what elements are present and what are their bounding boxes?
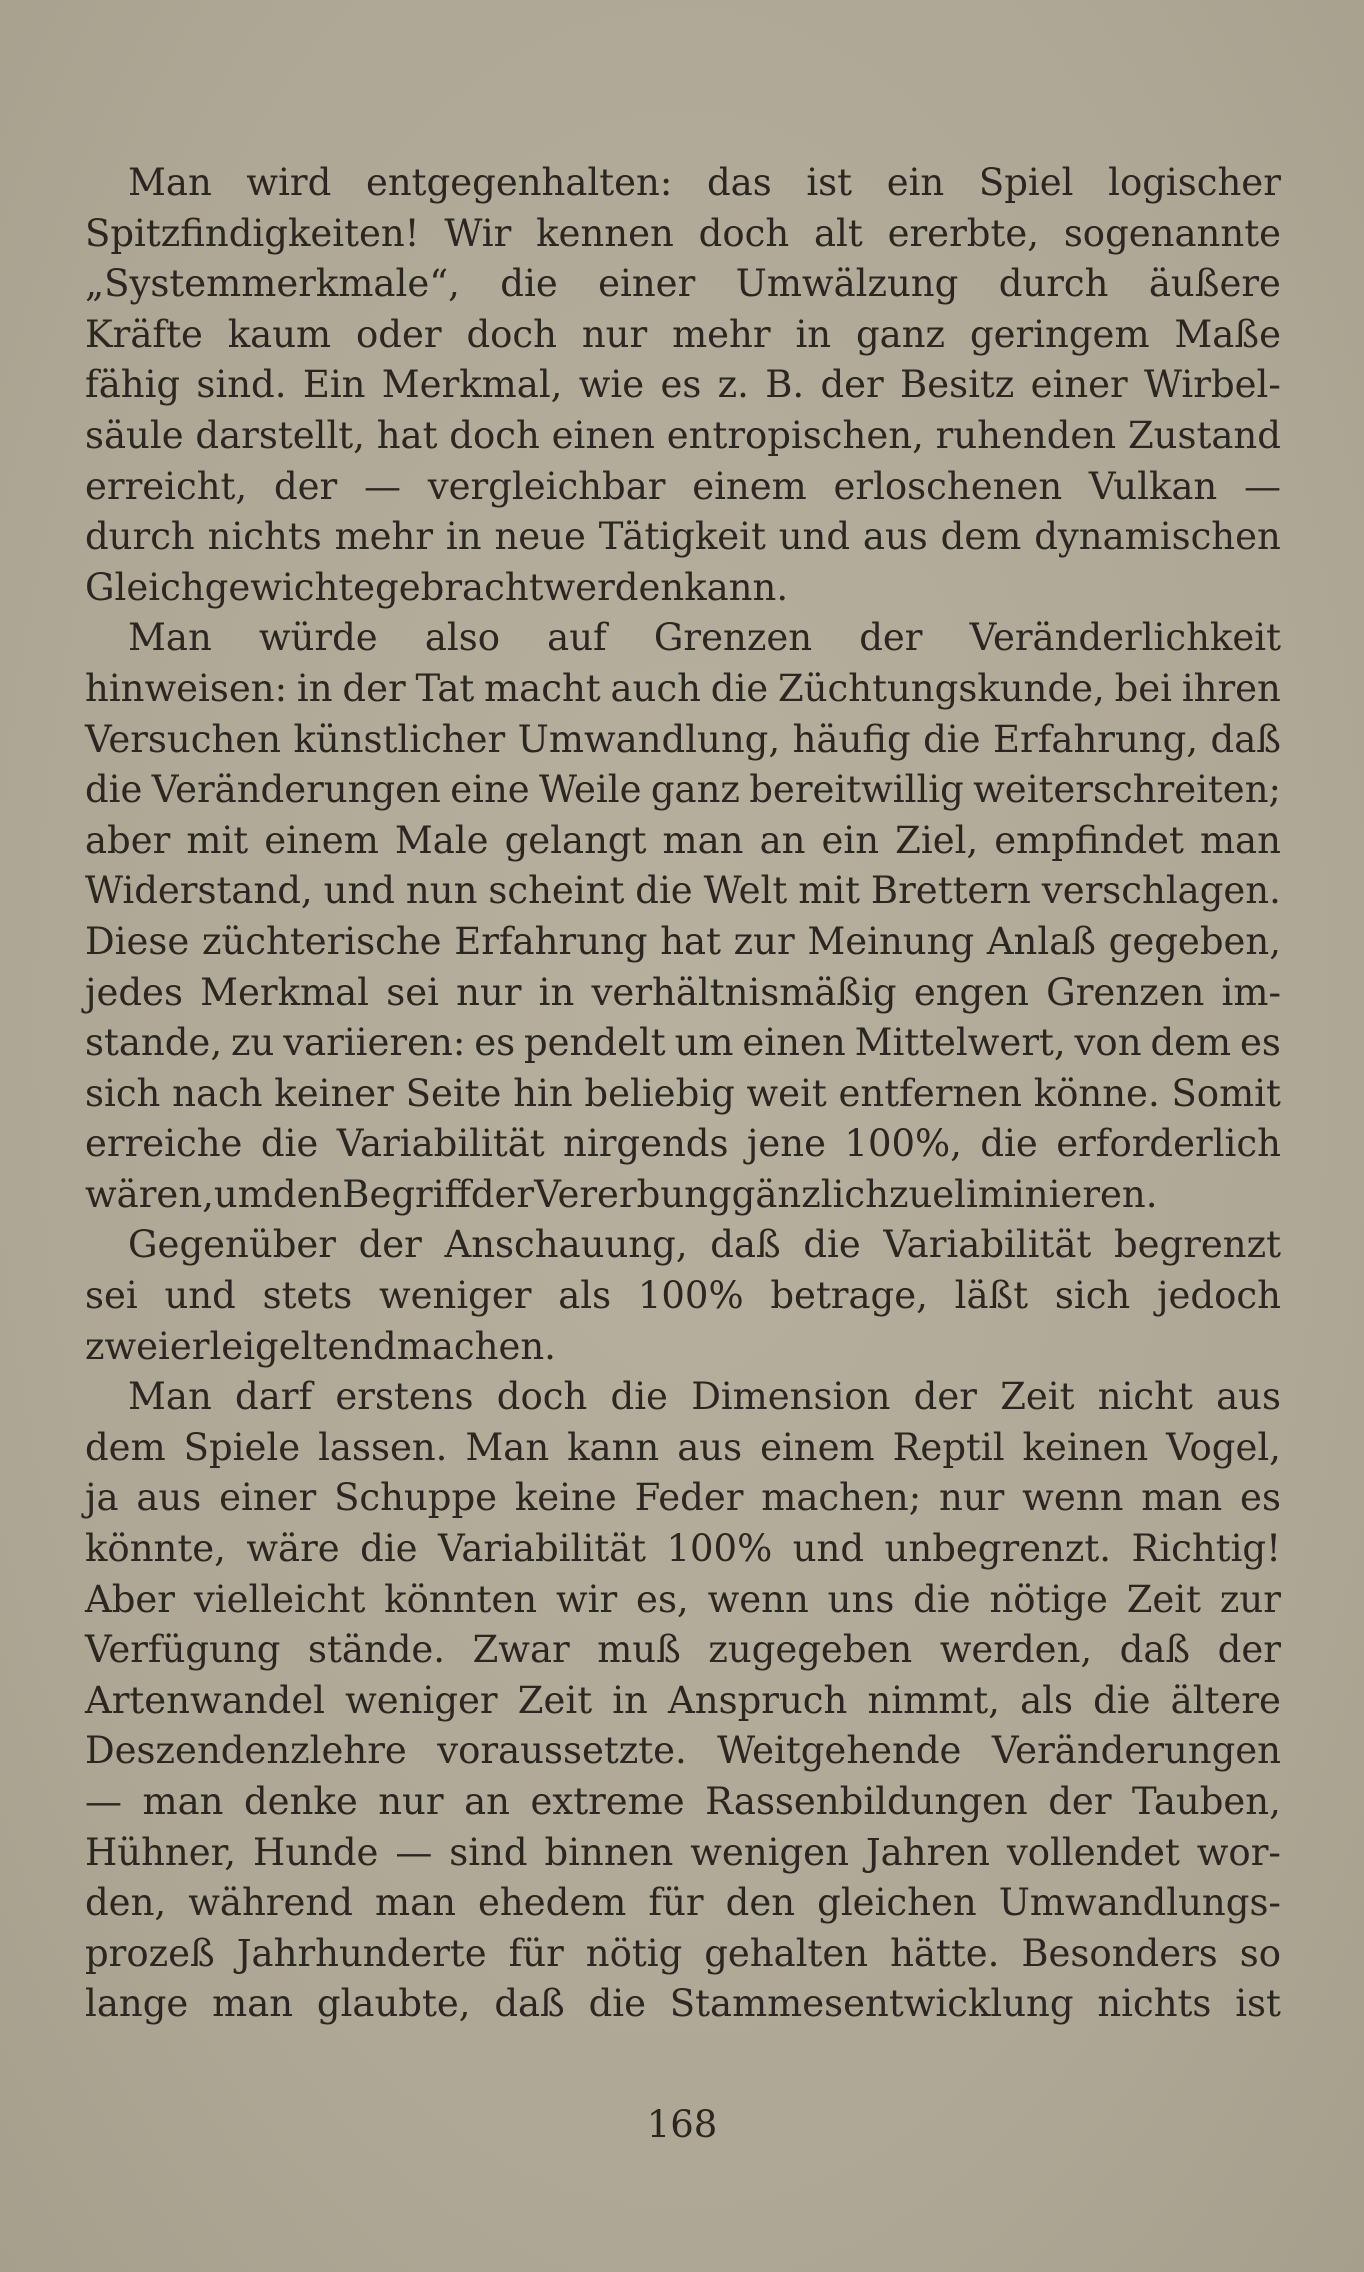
page-number: 168: [646, 2103, 718, 2146]
text-line: aber mit einem Male gelangt man an ein Ziel, empfindet man: [85, 818, 1281, 862]
text-line: Spitzfindigkeiten! Wir kennen doch alt ererbte, sogenannte: [85, 211, 1281, 255]
text-line: Man wird entgegenhalten: das ist ein Spiel logischer: [128, 161, 1281, 204]
paragraph: [85, 1372, 1281, 2030]
text-line: den, während man ehedem für den gleichen Umwandlungs-: [85, 1881, 1281, 1925]
text-line: Versuchen künstlicher Umwandlung, häufig die Erfahrung, daß: [85, 717, 1281, 761]
text-line: lange man glaubte, daß die Stammesentwicklung nichts ist: [85, 1982, 1281, 2026]
text-line: die Veränderungen eine Weile ganz bereitwillig weiterschreiten;: [85, 768, 1281, 812]
text-line: dem Spiele lassen. Man kann aus einem Reptil keinen Vogel,: [85, 1425, 1281, 1469]
paragraph: [85, 158, 1281, 613]
text-line: durch nichts mehr in neue Tätigkeit und aus dem dynamischen: [85, 515, 1281, 559]
text-line: Artenwandel weniger Zeit in Anspruch nimmt, als die ältere: [85, 1678, 1281, 1722]
text-line: — man denke nur an extreme Rassenbildungen der Tauben,: [85, 1780, 1281, 1823]
text-line: Diese züchterische Erfahrung hat zur Meinung Anlaß gegeben,: [85, 919, 1281, 963]
text-line: jedes Merkmal sei nur in verhältnismäßig engen Grenzen im-: [85, 970, 1281, 1014]
paragraph: [85, 613, 1281, 1220]
text-line: säule darstellt, hat doch einen entropischen, ruhenden Zustand: [85, 413, 1281, 457]
text-line: ja aus einer Schuppe keine Feder machen; nur wenn man es: [85, 1476, 1281, 1520]
text-line: stande, zu variieren: es pendelt um einen Mittelwert, von dem es: [85, 1021, 1281, 1065]
body-text: [85, 158, 1281, 2030]
text-line: fähig sind. Ein Merkmal, wie es z. B. der Besitz einer Wirbel-: [85, 363, 1281, 407]
text-line: prozeß Jahrhunderte für nötig gehalten hätte. Besonders so: [85, 1931, 1281, 1975]
paragraph: [85, 1220, 1281, 1372]
text-line: könnte, wäre die Variabilität 100% und unbegrenzt. Richtig!: [85, 1527, 1281, 1571]
text-line: sei und stets weniger als 100% betrage, läßt sich jedoch: [85, 1274, 1281, 1318]
text-line: wären, um den Begriff der Vererbung gänzlich zu eliminieren.: [85, 1172, 1158, 1216]
text-line: sich nach keiner Seite hin beliebig weit entfernen könne. Somit: [85, 1071, 1281, 1115]
text-line: Gegenüber der Anschauung, daß die Variabilität begrenzt: [128, 1223, 1281, 1267]
text-line: Kräfte kaum oder doch nur mehr in ganz geringem Maße: [85, 312, 1281, 356]
text-line: erreicht, der — vergleichbar einem erloschenen Vulkan —: [85, 464, 1281, 508]
text-line: „Systemmerkmale“, die einer Umwälzung durch äußere: [85, 262, 1281, 306]
text-line: Man würde also auf Grenzen der Veränderlichkeit: [128, 616, 1281, 660]
text-line: Aber vielleicht könnten wir es, wenn uns die nötige Zeit zur: [85, 1577, 1281, 1621]
text-line: zweierlei geltend machen.: [85, 1324, 556, 1368]
text-line: erreiche die Variabilität nirgends jene 100%, die erforderlich: [85, 1122, 1281, 1166]
text-line: Deszendenzlehre voraussetzte. Weitgehende Veränderungen: [85, 1729, 1281, 1773]
text-line: Verfügung stände. Zwar muß zugegeben werden, daß der: [85, 1628, 1281, 1672]
text-line: hinweisen: in der Tat macht auch die Züchtungskunde, bei ihren: [85, 666, 1281, 710]
text-line: Hühner, Hunde — sind binnen wenigen Jahren vollendet wor-: [85, 1830, 1281, 1874]
text-line: Widerstand, und nun scheint die Welt mit Brettern verschlagen.: [85, 869, 1281, 913]
text-line: Gleichgewichte gebracht werden kann.: [85, 565, 789, 609]
text-line: Man darf erstens doch die Dimension der Zeit nicht aus: [128, 1375, 1281, 1419]
